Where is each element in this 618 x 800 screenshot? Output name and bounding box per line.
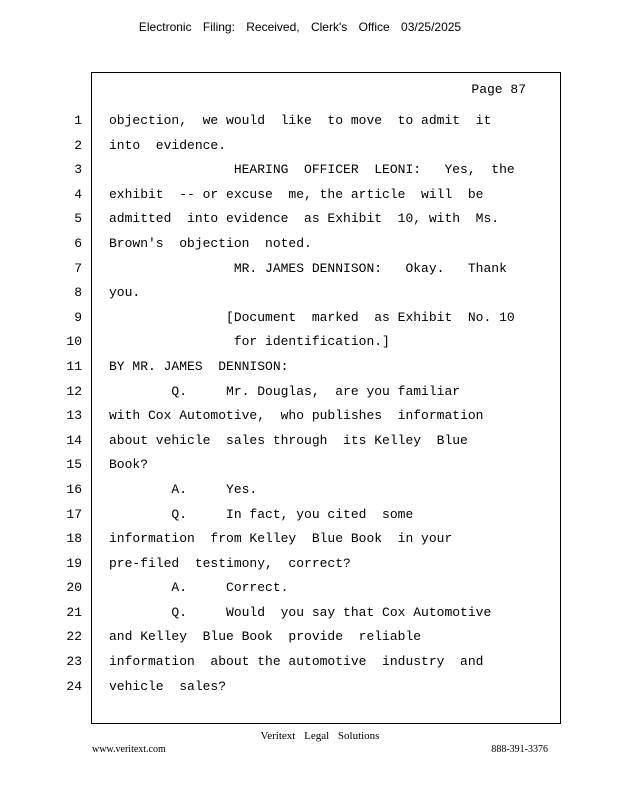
line-text: with Cox Automotive, who publishes information [109, 408, 484, 424]
line-number: 3 [74, 162, 82, 178]
line-text: exhibit -- or excuse me, the article will be [109, 186, 484, 202]
line-text: for identification.] [109, 334, 390, 350]
transcript-line [0, 678, 618, 703]
line-text: information from Kelley Blue Book in your [109, 531, 453, 547]
line-number: 21 [66, 604, 82, 620]
transcript-line [0, 333, 618, 358]
line-number: 22 [66, 629, 82, 645]
line-number: 16 [66, 481, 82, 497]
line-text: BY MR. JAMES DENNISON: [109, 358, 289, 374]
transcript-line [0, 309, 618, 334]
transcript-line [0, 112, 618, 137]
line-text: [Document marked as Exhibit No. 10 [109, 309, 515, 325]
transcript-line [0, 604, 618, 629]
line-number: 7 [74, 260, 82, 276]
transcript-line [0, 407, 618, 432]
line-number: 19 [66, 555, 82, 571]
line-number: 2 [74, 137, 82, 153]
line-number: 18 [66, 531, 82, 547]
line-text: you. [109, 285, 141, 301]
transcript-line [0, 456, 618, 481]
line-number: 5 [74, 211, 82, 227]
transcript-line [0, 383, 618, 408]
line-text: Q. Would you say that Cox Automotive [109, 604, 492, 620]
line-text: HEARING OFFICER LEONI: Yes, the [109, 162, 515, 178]
transcript-line [0, 358, 618, 383]
line-text: A. Correct. [109, 580, 289, 596]
line-text: information about the automotive industry and [109, 654, 484, 670]
line-number: 9 [74, 309, 82, 325]
filing-stamp: Electronic Filing: Received, Clerk's Office 03/25/2025 [138, 20, 462, 34]
line-text: Q. Mr. Douglas, are you familiar [109, 383, 461, 399]
line-number: 6 [74, 235, 82, 251]
line-text: MR. JAMES DENNISON: Okay. Thank [109, 260, 507, 276]
transcript-line [0, 653, 618, 678]
transcript-line [0, 210, 618, 235]
footer-phone: 888-391-3376 [491, 744, 548, 755]
footer-website: www.veritext.com [92, 744, 166, 755]
line-number: 11 [66, 358, 82, 374]
line-number: 4 [74, 186, 82, 202]
transcript-line [0, 235, 618, 260]
transcript-line [0, 137, 618, 162]
line-text: into evidence. [109, 137, 227, 153]
line-number: 23 [66, 654, 82, 670]
line-text: A. Yes. [109, 481, 258, 497]
line-text: pre-filed testimony, correct? [109, 555, 351, 571]
transcript-line [0, 579, 618, 604]
transcript-line [0, 284, 618, 309]
line-number: 15 [66, 457, 82, 473]
line-text: Q. In fact, you cited some [109, 506, 414, 522]
transcript-line [0, 530, 618, 555]
transcript-line [0, 161, 618, 186]
transcript-line [0, 555, 618, 580]
transcript-line [0, 506, 618, 531]
line-number: 20 [66, 580, 82, 596]
transcript-line [0, 186, 618, 211]
line-text: about vehicle sales through its Kelley Blue [109, 432, 468, 448]
line-text: vehicle sales? [109, 678, 227, 694]
transcript-lines [0, 112, 618, 702]
transcript-line [0, 481, 618, 506]
line-number: 12 [66, 383, 82, 399]
line-number: 13 [66, 408, 82, 424]
line-text: objection, we would like to move to admit it [109, 113, 492, 128]
line-text: Brown's objection noted. [109, 235, 312, 251]
line-number: 8 [74, 285, 82, 301]
line-text: Book? [109, 457, 149, 473]
transcript-line [0, 260, 618, 285]
line-number: 14 [66, 432, 82, 448]
transcript-line [0, 628, 618, 653]
transcript-line [0, 432, 618, 457]
page-number: Page 87 [471, 82, 526, 97]
line-number: 24 [66, 678, 82, 694]
line-number: 17 [66, 506, 82, 522]
line-text: and Kelley Blue Book provide reliable [109, 629, 422, 645]
line-number: 10 [66, 334, 82, 350]
line-text: admitted into evidence as Exhibit 10, with Ms. [109, 211, 500, 227]
line-number: 1 [74, 113, 82, 128]
footer-company: Veritext Legal Solutions [260, 730, 380, 742]
